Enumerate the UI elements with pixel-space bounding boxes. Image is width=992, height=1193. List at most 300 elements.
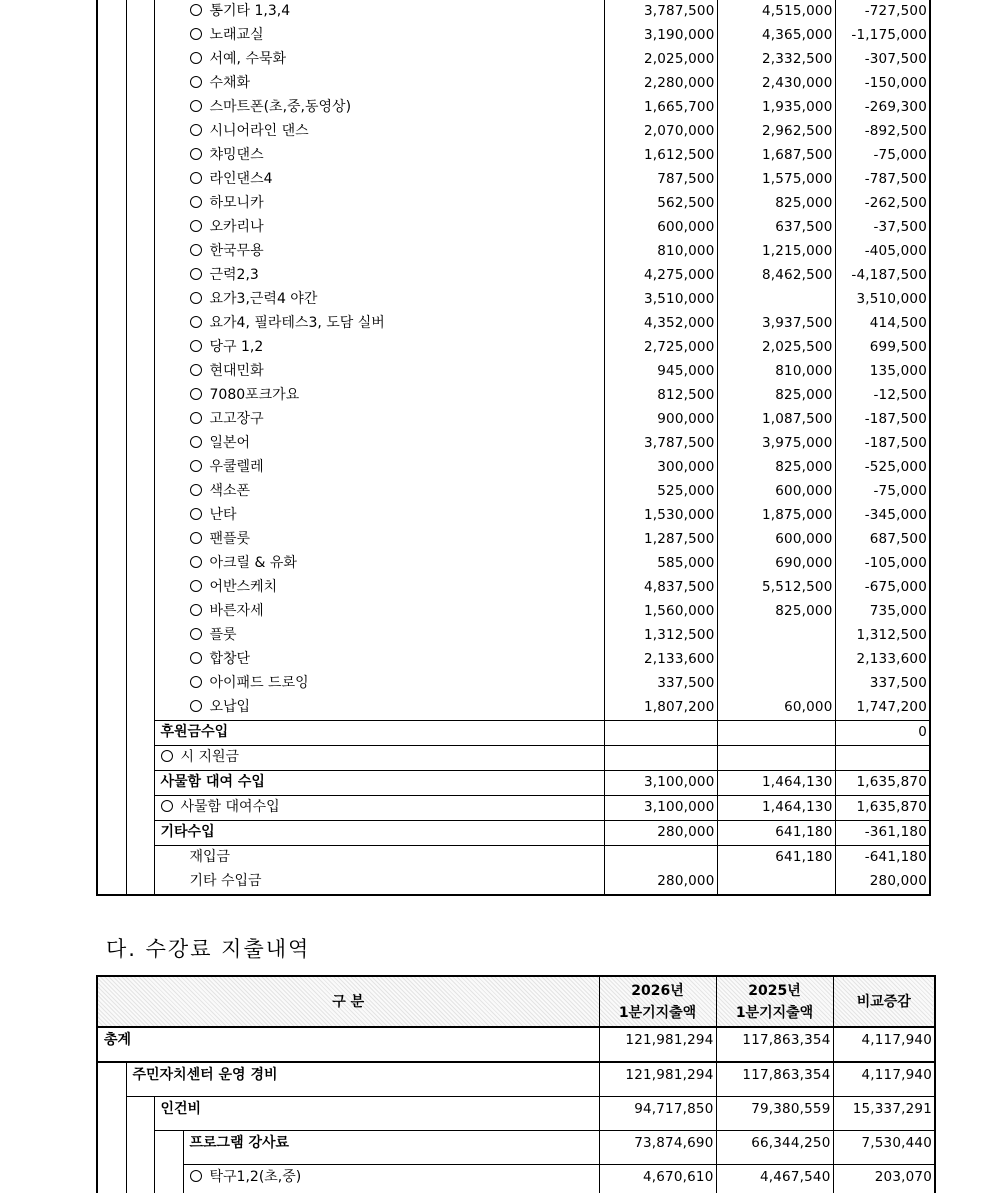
cell-2026: 300,000	[604, 456, 717, 480]
cell-2025: 117,863,354	[716, 1062, 833, 1097]
indent-cell	[126, 264, 154, 288]
cell-2026: 280,000	[604, 821, 717, 846]
table-row	[97, 264, 930, 288]
indent-cell	[126, 48, 154, 72]
item-name-cell	[154, 24, 604, 48]
personnel-label: 인건비	[154, 1097, 599, 1131]
cell-2026: 3,510,000	[604, 288, 717, 312]
cell-2026	[604, 846, 717, 871]
item-name-cell	[154, 648, 604, 672]
item-name: 한국무용	[210, 243, 264, 259]
circle-bullet-icon	[190, 364, 202, 376]
indent-cell	[97, 120, 126, 144]
item-name: 챠밍댄스	[210, 147, 264, 163]
cell-diff: -307,500	[835, 48, 930, 72]
cell-diff: -37,500	[835, 216, 930, 240]
cell-2026: 1,287,500	[604, 528, 717, 552]
expense-table	[96, 975, 936, 1193]
header-2026-year: 2026년	[600, 980, 716, 1002]
indent-cell	[97, 264, 126, 288]
cell-diff: 1,747,200	[835, 696, 930, 721]
circle-bullet-icon	[190, 172, 202, 184]
indent-cell	[126, 504, 154, 528]
cell-2026: 1,530,000	[604, 504, 717, 528]
cell-2025: 4,365,000	[717, 24, 835, 48]
cell-2026: 2,070,000	[604, 120, 717, 144]
table-row	[97, 0, 930, 24]
item-name-cell	[154, 240, 604, 264]
cell-diff: 3,510,000	[835, 288, 930, 312]
locker-label: 사물함 대여 수입	[154, 771, 604, 796]
table-row	[97, 48, 930, 72]
table-row-other-misc	[97, 870, 930, 895]
circle-bullet-icon	[190, 628, 202, 640]
indent-cell	[126, 624, 154, 648]
indent-cell	[126, 168, 154, 192]
circle-bullet-icon	[190, 556, 202, 568]
indent-cell	[126, 528, 154, 552]
income-table-body	[97, 0, 930, 721]
item-name-cell	[154, 576, 604, 600]
table-row	[97, 360, 930, 384]
item-name-cell	[154, 120, 604, 144]
cell-diff: -105,000	[835, 552, 930, 576]
indent-cell	[126, 144, 154, 168]
circle-bullet-icon	[190, 316, 202, 328]
table-row	[97, 408, 930, 432]
cell-2026: 121,981,294	[599, 1062, 716, 1097]
circle-bullet-icon	[190, 532, 202, 544]
item-name: 고고장구	[210, 411, 264, 427]
item-name-cell	[154, 672, 604, 696]
cell-2025: 4,467,540	[716, 1165, 833, 1193]
indent-cell	[126, 552, 154, 576]
table-row-pingpong	[97, 1165, 935, 1193]
cell-2025: 79,380,559	[716, 1097, 833, 1131]
item-name: 노래교실	[210, 27, 264, 43]
cell-2025: 3,975,000	[717, 432, 835, 456]
cell-diff: -675,000	[835, 576, 930, 600]
table-row	[97, 216, 930, 240]
item-name: 요가4, 필라테스3, 도담 실버	[210, 315, 385, 331]
indent-cell	[126, 312, 154, 336]
cell-diff: -150,000	[835, 72, 930, 96]
circle-bullet-icon	[190, 436, 202, 448]
indent-cell	[97, 648, 126, 672]
cell-2025: 825,000	[717, 600, 835, 624]
circle-bullet-icon	[190, 124, 202, 136]
income-table-footer	[97, 721, 930, 896]
indent-cell	[126, 696, 154, 721]
cell-2025: 2,962,500	[717, 120, 835, 144]
indent-cell	[126, 192, 154, 216]
item-name: 현대민화	[210, 363, 264, 379]
cell-2025: 1,687,500	[717, 144, 835, 168]
cell-2025: 60,000	[717, 696, 835, 721]
circle-bullet-icon	[161, 800, 173, 812]
circle-bullet-icon	[190, 700, 202, 712]
indent-cell	[97, 216, 126, 240]
circle-bullet-icon	[190, 148, 202, 160]
cell-2026: 525,000	[604, 480, 717, 504]
circle-bullet-icon	[190, 388, 202, 400]
item-name: 서예, 수묵화	[210, 51, 287, 67]
cell-2026: 600,000	[604, 216, 717, 240]
cell-2026: 787,500	[604, 168, 717, 192]
indent-cell	[126, 72, 154, 96]
table-row-operating	[97, 1062, 935, 1097]
item-name-cell	[154, 624, 604, 648]
indent-cell	[126, 0, 154, 24]
section-heading: 다. 수강료 지출내역	[106, 933, 310, 963]
cell-2025: 2,430,000	[717, 72, 835, 96]
cell-diff: 414,500	[835, 312, 930, 336]
circle-bullet-icon	[190, 412, 202, 424]
circle-bullet-icon	[161, 750, 173, 762]
item-name-cell	[154, 696, 604, 721]
cell-2025: 1,215,000	[717, 240, 835, 264]
indent-cell	[97, 480, 126, 504]
table-row	[97, 480, 930, 504]
indent-cell	[97, 24, 126, 48]
cell-2026	[604, 721, 717, 746]
table-row	[97, 696, 930, 721]
indent-cell	[97, 96, 126, 120]
indent-cell	[97, 504, 126, 528]
cell-2025: 637,500	[717, 216, 835, 240]
cell-2026: 3,787,500	[604, 0, 717, 24]
item-name-cell	[154, 0, 604, 24]
indent-cell	[126, 216, 154, 240]
cell-2026: 2,280,000	[604, 72, 717, 96]
cell-diff: 699,500	[835, 336, 930, 360]
cell-diff: -787,500	[835, 168, 930, 192]
circle-bullet-icon	[190, 604, 202, 616]
cell-2026: 4,275,000	[604, 264, 717, 288]
table-row-donation	[97, 721, 930, 746]
cell-diff: -361,180	[835, 821, 930, 846]
cell-diff: 735,000	[835, 600, 930, 624]
item-name: 일본어	[210, 435, 251, 451]
header-2025	[716, 976, 833, 1027]
table-row	[97, 648, 930, 672]
table-row-lecture-fee	[97, 1131, 935, 1165]
expense-table-header	[97, 976, 935, 1027]
item-name-cell	[154, 528, 604, 552]
table-row	[97, 456, 930, 480]
table-row	[97, 288, 930, 312]
item-name-cell	[154, 312, 604, 336]
pingpong-label: 탁구1,2(초,중)	[210, 1169, 302, 1185]
indent-cell	[97, 624, 126, 648]
item-name: 수채화	[210, 75, 251, 91]
header-2025-year: 2025년	[717, 980, 833, 1002]
cell-2025	[717, 624, 835, 648]
table-row	[97, 576, 930, 600]
header-2026	[599, 976, 716, 1027]
header-2026-label: 1분기지출액	[600, 1002, 716, 1024]
table-row	[97, 504, 930, 528]
table-row	[97, 240, 930, 264]
cell-2026: 4,670,610	[599, 1165, 716, 1193]
cell-2026: 1,560,000	[604, 600, 717, 624]
cell-diff: -269,300	[835, 96, 930, 120]
cell-diff: 337,500	[835, 672, 930, 696]
cell-diff: 687,500	[835, 528, 930, 552]
cell-diff: 2,133,600	[835, 648, 930, 672]
cell-2026: 94,717,850	[599, 1097, 716, 1131]
table-row-locker-sub	[97, 796, 930, 821]
item-name-cell	[154, 504, 604, 528]
cell-2025: 641,180	[717, 821, 835, 846]
lecture-fee-label: 프로그램 강사료	[183, 1131, 599, 1165]
item-name: 팬플룻	[210, 531, 251, 547]
cell-2025	[717, 721, 835, 746]
table-row-total	[97, 1027, 935, 1062]
item-name: 근력2,3	[210, 267, 259, 283]
item-name-cell	[154, 360, 604, 384]
cell-2026: 900,000	[604, 408, 717, 432]
indent-cell	[97, 432, 126, 456]
header-diff: 비교증감	[833, 976, 935, 1027]
indent-cell	[97, 600, 126, 624]
item-name: 통기타 1,3,4	[210, 3, 291, 19]
item-name-cell	[154, 384, 604, 408]
item-name-cell	[154, 552, 604, 576]
indent-cell	[126, 384, 154, 408]
indent-cell	[126, 648, 154, 672]
cell-2025: 3,937,500	[717, 312, 835, 336]
cell-2026: 1,807,200	[604, 696, 717, 721]
cell-2026: 1,665,700	[604, 96, 717, 120]
item-name-cell	[154, 168, 604, 192]
indent-cell	[97, 336, 126, 360]
indent-cell	[97, 552, 126, 576]
table-row	[97, 168, 930, 192]
cell-2026: 562,500	[604, 192, 717, 216]
operating-label: 주민자치센터 운영 경비	[126, 1062, 599, 1097]
table-row-city-support	[97, 746, 930, 771]
cell-diff: -4,187,500	[835, 264, 930, 288]
cell-2026: 810,000	[604, 240, 717, 264]
indent-cell	[126, 480, 154, 504]
cell-diff: -75,000	[835, 144, 930, 168]
indent-cell	[97, 528, 126, 552]
circle-bullet-icon	[190, 292, 202, 304]
total-label: 총계	[97, 1027, 599, 1062]
cell-diff: -12,500	[835, 384, 930, 408]
cell-2025	[717, 870, 835, 895]
item-name-cell	[154, 600, 604, 624]
income-table	[96, 0, 931, 896]
cell-diff: 135,000	[835, 360, 930, 384]
item-name-cell	[154, 216, 604, 240]
item-name: 요가3,근력4 야간	[210, 291, 318, 307]
item-name-cell	[154, 192, 604, 216]
item-name: 라인댄스4	[210, 171, 273, 187]
circle-bullet-icon	[190, 580, 202, 592]
table-row	[97, 552, 930, 576]
cell-diff: -405,000	[835, 240, 930, 264]
item-name: 스마트폰(초,중,동영상)	[210, 99, 352, 115]
indent-cell	[126, 288, 154, 312]
cell-2026: 945,000	[604, 360, 717, 384]
cell-diff: 0	[835, 721, 930, 746]
circle-bullet-icon	[190, 196, 202, 208]
cell-2026: 3,100,000	[604, 796, 717, 821]
cell-2025: 4,515,000	[717, 0, 835, 24]
item-name: 아이패드 드로잉	[210, 675, 309, 691]
indent-cell	[97, 72, 126, 96]
indent-cell	[97, 696, 126, 721]
circle-bullet-icon	[190, 268, 202, 280]
cell-2025: 1,464,130	[717, 796, 835, 821]
other-reenter-label: 재입금	[154, 846, 604, 871]
circle-bullet-icon	[190, 340, 202, 352]
table-row	[97, 384, 930, 408]
cell-diff: -525,000	[835, 456, 930, 480]
cell-2026: 812,500	[604, 384, 717, 408]
item-name-cell	[154, 72, 604, 96]
indent-cell	[97, 672, 126, 696]
cell-2026: 121,981,294	[599, 1027, 716, 1062]
item-name-cell	[154, 432, 604, 456]
circle-bullet-icon	[190, 244, 202, 256]
table-row	[97, 336, 930, 360]
circle-bullet-icon	[190, 100, 202, 112]
cell-diff: -892,500	[835, 120, 930, 144]
table-row	[97, 672, 930, 696]
city-support-label: 시 지원금	[181, 749, 240, 765]
item-name: 아크릴 & 유화	[210, 555, 297, 571]
cell-2026: 73,874,690	[599, 1131, 716, 1165]
item-name: 오카리나	[210, 219, 264, 235]
item-name: 합창단	[210, 651, 251, 667]
cell-2025: 1,575,000	[717, 168, 835, 192]
cell-2026: 2,725,000	[604, 336, 717, 360]
table-row	[97, 600, 930, 624]
cell-diff: -345,000	[835, 504, 930, 528]
cell-diff: -75,000	[835, 480, 930, 504]
cell-2025: 117,863,354	[716, 1027, 833, 1062]
circle-bullet-icon	[190, 52, 202, 64]
table-row-other-reenter	[97, 846, 930, 871]
cell-2025: 2,332,500	[717, 48, 835, 72]
cell-2026: 3,787,500	[604, 432, 717, 456]
item-name: 7080포크가요	[210, 387, 300, 403]
cell-2025: 690,000	[717, 552, 835, 576]
cell-2025: 825,000	[717, 456, 835, 480]
indent-cell	[97, 288, 126, 312]
indent-cell	[97, 576, 126, 600]
table-row	[97, 72, 930, 96]
indent-cell	[126, 120, 154, 144]
cell-2026: 4,352,000	[604, 312, 717, 336]
cell-diff: 1,635,870	[835, 771, 930, 796]
item-name-cell	[154, 48, 604, 72]
other-misc-label: 기타 수입금	[154, 870, 604, 895]
item-name: 바른자세	[210, 603, 264, 619]
cell-2025: 600,000	[717, 480, 835, 504]
indent-cell	[97, 168, 126, 192]
cell-2026: 3,190,000	[604, 24, 717, 48]
circle-bullet-icon	[190, 1170, 202, 1182]
cell-2025: 1,087,500	[717, 408, 835, 432]
indent-cell	[126, 432, 154, 456]
cell-2025: 641,180	[717, 846, 835, 871]
cell-2025: 1,464,130	[717, 771, 835, 796]
cell-diff: -262,500	[835, 192, 930, 216]
indent-cell	[97, 144, 126, 168]
circle-bullet-icon	[190, 28, 202, 40]
circle-bullet-icon	[190, 508, 202, 520]
cell-2025: 600,000	[717, 528, 835, 552]
circle-bullet-icon	[190, 4, 202, 16]
indent-cell	[126, 336, 154, 360]
item-name-cell	[154, 456, 604, 480]
indent-cell	[126, 672, 154, 696]
table-row-personnel	[97, 1097, 935, 1131]
indent-cell	[97, 384, 126, 408]
table-row	[97, 528, 930, 552]
table-row	[97, 144, 930, 168]
indent-cell	[97, 360, 126, 384]
cell-2026: 1,612,500	[604, 144, 717, 168]
cell-diff: -187,500	[835, 408, 930, 432]
cell-2025	[717, 288, 835, 312]
item-name-cell	[154, 96, 604, 120]
cell-2025: 2,025,500	[717, 336, 835, 360]
item-name: 플룻	[210, 627, 237, 643]
item-name-cell	[154, 408, 604, 432]
indent-cell	[97, 240, 126, 264]
cell-diff: 15,337,291	[833, 1097, 935, 1131]
circle-bullet-icon	[190, 676, 202, 688]
header-category: 구 분	[97, 976, 599, 1027]
table-row	[97, 120, 930, 144]
cell-2025	[717, 672, 835, 696]
indent-cell	[126, 360, 154, 384]
circle-bullet-icon	[190, 484, 202, 496]
indent-cell	[97, 312, 126, 336]
item-name-cell	[154, 480, 604, 504]
cell-diff: 1,635,870	[835, 796, 930, 821]
cell-diff: 7,530,440	[833, 1131, 935, 1165]
item-name: 우쿨렐레	[210, 459, 264, 475]
cell-2026: 337,500	[604, 672, 717, 696]
item-name-cell	[154, 288, 604, 312]
cell-2026: 585,000	[604, 552, 717, 576]
table-row-other	[97, 821, 930, 846]
table-row	[97, 24, 930, 48]
circle-bullet-icon	[190, 220, 202, 232]
cell-2025: 1,935,000	[717, 96, 835, 120]
cell-diff: -187,500	[835, 432, 930, 456]
cell-2026: 4,837,500	[604, 576, 717, 600]
table-row	[97, 312, 930, 336]
circle-bullet-icon	[190, 76, 202, 88]
locker-sub-label: 사물함 대여수입	[181, 799, 280, 815]
indent-cell	[126, 240, 154, 264]
cell-diff: 4,117,940	[833, 1027, 935, 1062]
item-name: 하모니카	[210, 195, 264, 211]
cell-2026: 2,025,000	[604, 48, 717, 72]
cell-2025	[717, 648, 835, 672]
cell-2025: 825,000	[717, 384, 835, 408]
cell-diff: -727,500	[835, 0, 930, 24]
table-row	[97, 432, 930, 456]
cell-2025: 66,344,250	[716, 1131, 833, 1165]
